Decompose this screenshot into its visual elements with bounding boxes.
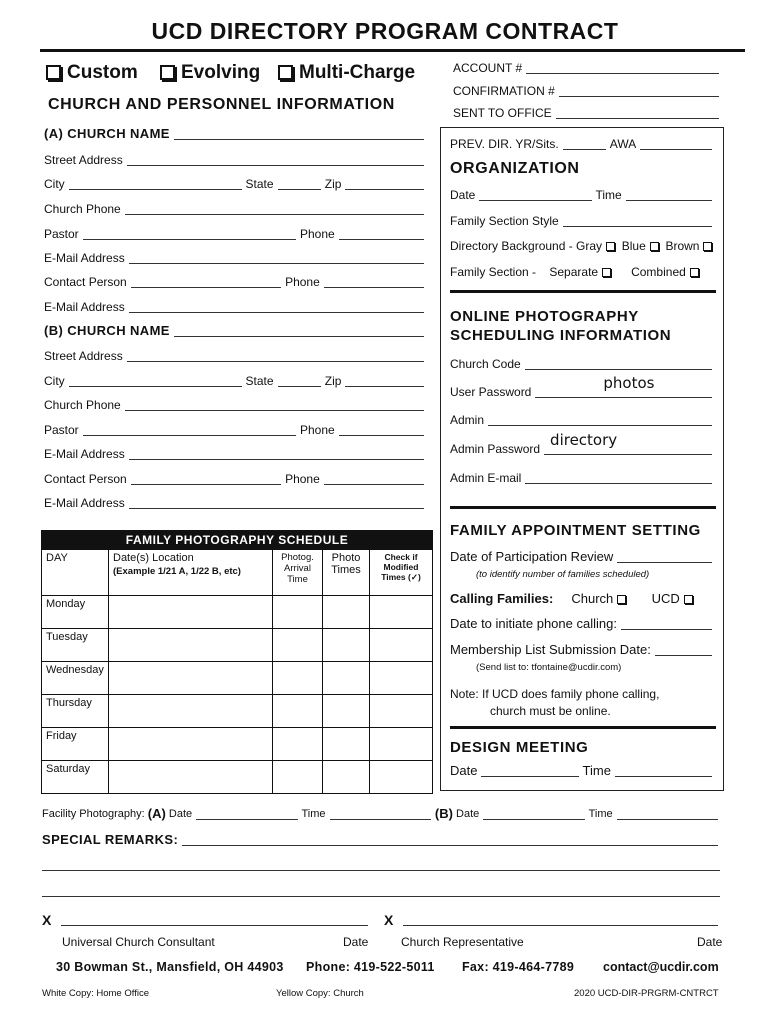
special-remarks-field[interactable]: SPECIAL REMARKS:: [42, 833, 722, 847]
church-a-pastor-row[interactable]: Pastor Phone: [44, 227, 428, 241]
online-heading: ONLINE PHOTOGRAPHY SCHEDULING INFORMATION: [450, 308, 672, 344]
checkbox-icon: [278, 65, 293, 80]
facility-photography-row[interactable]: Facility Photography: (A) Date Time (B) Date Time: [42, 807, 722, 821]
table-row: Friday: [42, 728, 433, 761]
table-row: Monday: [42, 596, 433, 629]
remarks-line[interactable]: [42, 870, 720, 871]
admin-field[interactable]: Admin: [450, 413, 716, 427]
church-b-street-field[interactable]: Street Address: [44, 349, 428, 363]
family-style-field[interactable]: Family Section Style: [450, 214, 716, 228]
church-a-city-row[interactable]: City State Zip: [44, 177, 428, 191]
church-a-phone-field[interactable]: Church Phone: [44, 202, 428, 216]
user-password-field[interactable]: User Password photos: [450, 385, 716, 399]
confirmation-field[interactable]: CONFIRMATION #: [453, 84, 723, 98]
title-rule: [40, 49, 745, 52]
section-divider: [450, 290, 716, 293]
church-code-field[interactable]: Church Code: [450, 357, 716, 371]
table-row: Tuesday: [42, 629, 433, 662]
org-date-row[interactable]: Date Time: [450, 188, 716, 202]
table-row: Thursday: [42, 695, 433, 728]
appointment-heading: FAMILY APPOINTMENT SETTING: [450, 522, 701, 539]
footer-email[interactable]: contact@ucdir.com: [603, 960, 719, 974]
sent-to-office-field[interactable]: SENT TO OFFICE: [453, 106, 723, 120]
participation-field[interactable]: Date of Participation Review: [450, 550, 716, 564]
table-row: Saturday: [42, 761, 433, 794]
participation-note: (to identify number of families scheduled): [476, 569, 650, 580]
church-b-city-row[interactable]: City State Zip: [44, 374, 428, 388]
footer-phone: Phone: 419-522-5011: [306, 960, 435, 974]
admin-email-field[interactable]: Admin E-mail: [450, 471, 716, 485]
col-photo-times-header: Photo Times: [323, 550, 370, 596]
consultant-date-label: Date: [343, 935, 369, 949]
combined-checkbox[interactable]: [690, 268, 699, 277]
table-row: Wednesday: [42, 662, 433, 695]
family-section-row: Family Section - Separate Combined: [450, 265, 699, 279]
initiate-calling-field[interactable]: Date to initiate phone calling:: [450, 617, 716, 631]
church-b-name-field[interactable]: (B) CHURCH NAME: [44, 324, 428, 338]
church-b-contact-row[interactable]: Contact Person Phone: [44, 472, 428, 486]
church-a-email-field[interactable]: E-Mail Address: [44, 251, 428, 265]
col-dates-header: Date(s) Location (Example 1/21 A, 1/22 B, etc): [109, 550, 273, 596]
calling-families-row: Calling Families: Church UCD: [450, 591, 693, 606]
blue-checkbox[interactable]: [650, 242, 659, 251]
church-calling-checkbox[interactable]: [617, 595, 626, 604]
custom-checkbox[interactable]: Custom: [46, 62, 138, 84]
organization-heading: ORGANIZATION: [450, 160, 580, 177]
church-a-contact-email-field[interactable]: E-Mail Address: [44, 300, 428, 314]
white-copy-label: White Copy: Home Office: [42, 988, 150, 999]
representative-signature[interactable]: X: [384, 913, 722, 927]
representative-date-label: Date: [697, 935, 723, 949]
section-divider: [450, 506, 716, 509]
prev-dir-row[interactable]: PREV. DIR. YR/Sits. AWA: [450, 137, 716, 151]
account-field[interactable]: ACCOUNT #: [453, 61, 723, 75]
church-b-email-field[interactable]: E-Mail Address: [44, 447, 428, 461]
footer-fax: Fax: 419-464-7789: [462, 960, 575, 974]
gray-checkbox[interactable]: [606, 242, 615, 251]
page-title: UCD DIRECTORY PROGRAM CONTRACT: [151, 18, 619, 44]
evolving-checkbox[interactable]: Evolving: [160, 62, 260, 84]
church-b-phone-field[interactable]: Church Phone: [44, 398, 428, 412]
calling-note: Note: If UCD does family phone calling, church must be online.: [450, 687, 660, 718]
membership-note: (Send list to: tfontaine@ucdir.com): [476, 662, 622, 673]
consultant-signature[interactable]: X: [42, 913, 372, 927]
photography-schedule-table: [41, 530, 433, 794]
col-arrival-header: Photog. Arrival Time: [273, 550, 323, 596]
user-password-value: photos: [603, 374, 655, 392]
col-check-header: Check if Modified Times (✓): [370, 550, 433, 596]
membership-list-field[interactable]: Membership List Submission Date:: [450, 643, 716, 657]
admin-password-value: directory: [550, 431, 618, 449]
checkbox-icon: [46, 65, 61, 80]
admin-password-field[interactable]: Admin Password directory: [450, 442, 716, 456]
church-b-pastor-row[interactable]: Pastor Phone: [44, 423, 428, 437]
consultant-label: Universal Church Consultant: [62, 935, 215, 949]
design-meeting-heading: DESIGN MEETING: [450, 739, 589, 756]
representative-label: Church Representative: [401, 935, 524, 949]
church-b-contact-email-field[interactable]: E-Mail Address: [44, 496, 428, 510]
checkbox-icon: [160, 65, 175, 80]
brown-checkbox[interactable]: [703, 242, 712, 251]
col-day-header: DAY: [42, 550, 109, 596]
church-info-heading: CHURCH AND PERSONNEL INFORMATION: [48, 96, 395, 113]
multi-charge-checkbox[interactable]: Multi-Charge: [278, 62, 415, 84]
church-a-street-field[interactable]: Street Address: [44, 153, 428, 167]
schedule-heading: FAMILY PHOTOGRAPHY SCHEDULE: [42, 531, 433, 550]
background-row: Directory Background - Gray Blue Brown: [450, 239, 712, 253]
remarks-line[interactable]: [42, 896, 720, 897]
separate-checkbox[interactable]: [602, 268, 611, 277]
design-meeting-row[interactable]: Date Time: [450, 764, 716, 778]
form-code: 2020 UCD-DIR-PRGRM-CNTRCT: [574, 988, 719, 999]
section-divider: [450, 726, 716, 729]
ucd-calling-checkbox[interactable]: [684, 595, 693, 604]
church-a-contact-row[interactable]: Contact Person Phone: [44, 275, 428, 289]
yellow-copy-label: Yellow Copy: Church: [276, 988, 364, 999]
footer-address: 30 Bowman St., Mansfield, OH 44903: [56, 960, 284, 974]
church-a-name-field[interactable]: (A) CHURCH NAME: [44, 127, 428, 141]
